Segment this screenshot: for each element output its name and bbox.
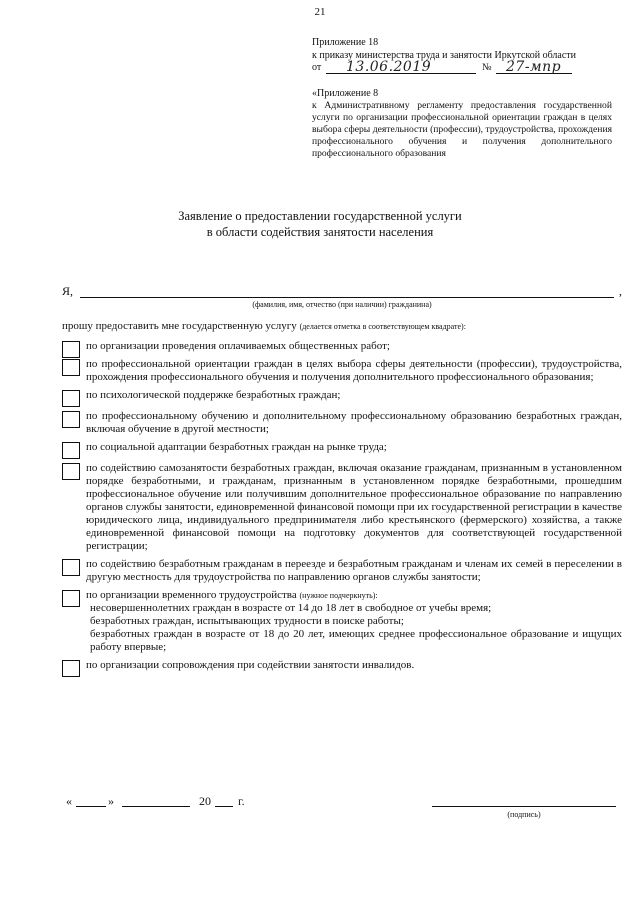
appendix-8-header [312, 88, 612, 160]
applicant-name-field[interactable] [80, 297, 614, 298]
temp-sub-difficulties[interactable]: безработных граждан, испытывающих трудности в поиске работы; [90, 615, 404, 627]
option-psychological-support [62, 389, 622, 402]
checkbox-vocational-training[interactable] [62, 411, 80, 428]
date-prefix: от [312, 62, 322, 73]
checkbox-disabled-support[interactable] [62, 660, 80, 677]
option-career-guidance [62, 358, 622, 384]
option-relocation [62, 558, 622, 584]
appendix-18-title: Приложение 18 [312, 37, 379, 48]
quote-open: « [66, 794, 72, 808]
signature-caption: (подпись) [507, 810, 541, 819]
day-field[interactable] [76, 806, 106, 807]
checkbox-social-adaptation[interactable] [62, 442, 80, 459]
checkbox-temporary-employment[interactable] [62, 590, 80, 607]
quote-close: » [108, 794, 114, 808]
temp-employment-note: (нужное подчеркнуть): [299, 591, 378, 600]
request-note: (делается отметка в соответствующем квадрате): [299, 322, 466, 331]
year-field[interactable] [215, 806, 233, 807]
applicant-name-line [62, 284, 622, 300]
appendix-8-body: к Административному регламенту предоставления государственной услуги по организации профессиональной ориентации граждан в целях выбора сферы деятельности (профессии), трудоустройства, прохождения профессионального обучения и получения дополнительного профессионального образования [312, 100, 612, 159]
option-label: по профессиональному обучению и дополнительному профессиональному образованию безработных граждан, включая обучение в другой местности; [86, 410, 622, 435]
checkbox-self-employment[interactable] [62, 463, 80, 480]
order-date-line [312, 59, 612, 76]
request-text: прошу предоставить мне государственную услугу [62, 320, 297, 332]
request-line [62, 320, 622, 332]
applicant-label: Я, [62, 284, 74, 298]
title-line-1: Заявление о предоставлении государственной услуги [178, 209, 462, 223]
title-line-2: в области содействия занятости населения [206, 225, 434, 239]
applicant-caption: (фамилия, имя, отчество (при наличии) гражданина) [252, 300, 432, 309]
checkbox-career-guidance[interactable] [62, 359, 80, 376]
checkbox-relocation[interactable] [62, 559, 80, 576]
signature-field[interactable] [432, 806, 616, 807]
temp-sub-minors[interactable]: несовершеннолетних граждан в возрасте от 14 до 18 лет в свободное от учебы время; [90, 602, 492, 614]
applicant-comma: , [619, 284, 622, 298]
option-label: по социальной адаптации безработных граждан на рынке труда; [86, 441, 387, 453]
document-title [0, 208, 640, 240]
option-public-works [62, 340, 622, 353]
option-social-adaptation [62, 441, 622, 454]
appendix-8-title: «Приложение 8 [312, 88, 379, 99]
option-label: по содействию безработным гражданам в переезде и безработным гражданам и членам их семей в переселении в другую местность для трудоустройства по направлению органов службы занятости; [86, 558, 622, 583]
option-label: по профессиональной ориентации граждан в целях выбора сферы деятельности (профессии), трудоустройства, прохождения профессионального обучения и получения дополнительного профессионального образования; [86, 358, 622, 383]
page-number: 21 [314, 6, 326, 18]
option-self-employment [62, 462, 622, 553]
option-label: по организации проведения оплачиваемых общественных работ; [86, 340, 390, 352]
handwritten-date: 13.06.2019 [346, 59, 432, 75]
number-prefix: № [482, 62, 492, 73]
option-disabled-support [62, 659, 622, 672]
signature-area [62, 794, 622, 834]
option-vocational-training [62, 410, 622, 436]
appendix-18-order: к приказу министерства труда и занятости Иркутской области [312, 50, 577, 61]
year-prefix: 20 [199, 794, 211, 808]
option-label [86, 589, 622, 602]
year-suffix: г. [238, 794, 245, 808]
checkbox-public-works[interactable] [62, 341, 80, 358]
handwritten-number: 27-мпр [506, 59, 562, 75]
temp-sub-graduates[interactable]: безработных граждан в возрасте от 18 до 20 лет, имеющих среднее профессиональное образование и ищущих работу впервые; [90, 628, 622, 653]
temp-employment-label: по организации временного трудоустройства [86, 589, 297, 601]
month-field[interactable] [122, 806, 190, 807]
service-options [62, 340, 622, 677]
checkbox-psychological-support[interactable] [62, 390, 80, 407]
option-label: по психологической поддержке безработных граждан; [86, 389, 341, 401]
option-label: по организации сопровождения при содействии занятости инвалидов. [86, 659, 415, 671]
option-label: по содействию самозанятости безработных граждан, включая оказание гражданам, признанным в установленном порядке безработными, и гражданам, признанным в установленном порядке безработными, прошедшим профессиональное обучение или получившим дополнительное профессиональное образование по направлению органов службы занятости, единовременной финансовой помощи при их государственной регистрации в качестве юридического лица, индивидуального предпринимателя либо крестьянского (фермерского) хозяйства, а также единовременной финансовой помощи на подготовку документов для соответствующей государственной регистрации; [86, 462, 622, 552]
option-temporary-employment [62, 589, 622, 654]
